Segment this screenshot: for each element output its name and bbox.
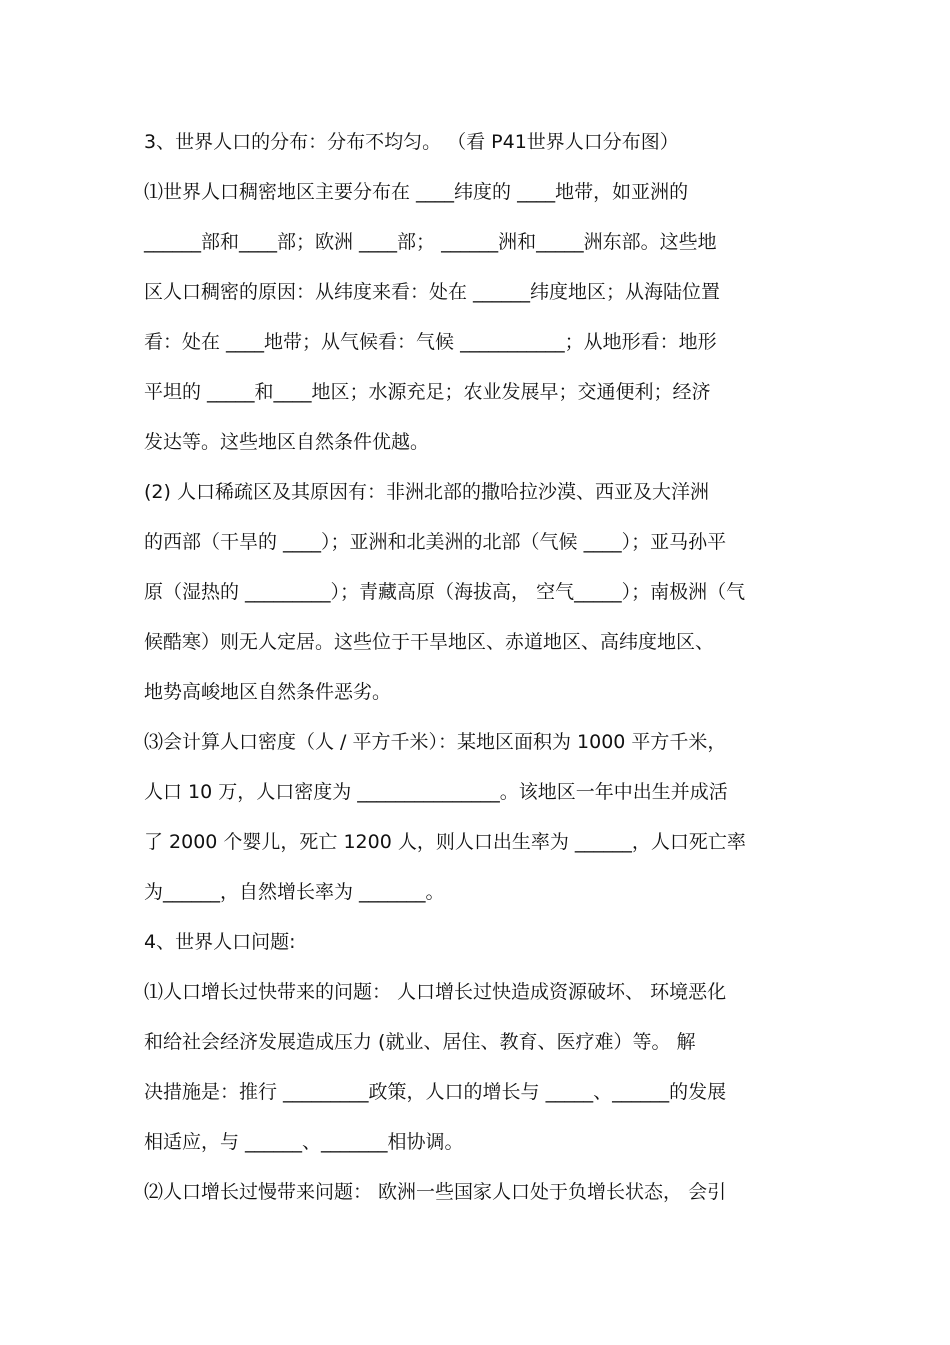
text-line: 地势高峻地区自然条件恶劣。: [144, 681, 392, 703]
text-line: 候酷寒）则无人定居。这些位于干旱地区、赤道地区、高纬度地区、: [144, 631, 715, 653]
text-line: 区人口稠密的原因：从纬度来看：处在 ______纬度地区；从海陆位置: [144, 281, 721, 303]
text-line: 平坦的 _____和____地区；水源充足；农业发展早；交通便利；经济: [144, 381, 711, 403]
text-line: (2) 人口稀疏区及其原因有：非洲北部的撒哈拉沙漠、西亚及大洋洲: [144, 481, 709, 503]
text-line: ⑶会计算人口密度（人 / 平方千米）：某地区面积为 1000 平方千米，: [144, 731, 727, 753]
heading-population-problems: 4、世界人口问题:: [144, 931, 296, 953]
text-line: ______部和____部；欧洲 ____部； ______洲和_____洲东部。这些地: [144, 231, 717, 253]
text-line: 人口 10 万，人口密度为 _______________。该地区一年中出生并成活: [144, 781, 728, 803]
text-line: 看：处在 ____地带；从气候看：气候 ___________；从地形看：地形: [144, 331, 717, 353]
text-line: ⑴人口增长过快带来的问题： 人口增长过快造成资源破坏、 环境恶化: [144, 981, 727, 1003]
text-line: ⑵人口增长过慢带来问题： 欧洲一些国家人口处于负增长状态， 会引: [144, 1181, 727, 1203]
text-line: ⑴世界人口稠密地区主要分布在 ____纬度的 ____地带，如亚洲的: [144, 181, 689, 203]
text-line: 和给社会经济发展造成压力 (就业、居住、教育、医疗难）等。 解: [144, 1031, 696, 1053]
heading-population-distribution: 3、世界人口的分布：分布不均匀。 （看 P41世界人口分布图）: [144, 131, 679, 153]
text-line: 发达等。这些地区自然条件优越。: [144, 431, 430, 453]
text-line: 决措施是：推行 _________政策，人口的增长与 _____、______的发展: [144, 1081, 727, 1103]
text-line: 的西部（干旱的 ____）；亚洲和北美洲的北部（气候 ____）；亚马孙平: [144, 531, 727, 553]
text-line: 为______，自然增长率为 _______。: [144, 881, 445, 903]
text-line: 相适应，与 ______、_______相协调。: [144, 1131, 464, 1153]
text-line: 原（湿热的 _________）；青藏高原（海拔高， 空气_____）；南极洲（气: [144, 581, 746, 603]
text-line: 了 2000 个婴儿，死亡 1200 人，则人口出生率为 ______，人口死亡率: [144, 831, 746, 853]
